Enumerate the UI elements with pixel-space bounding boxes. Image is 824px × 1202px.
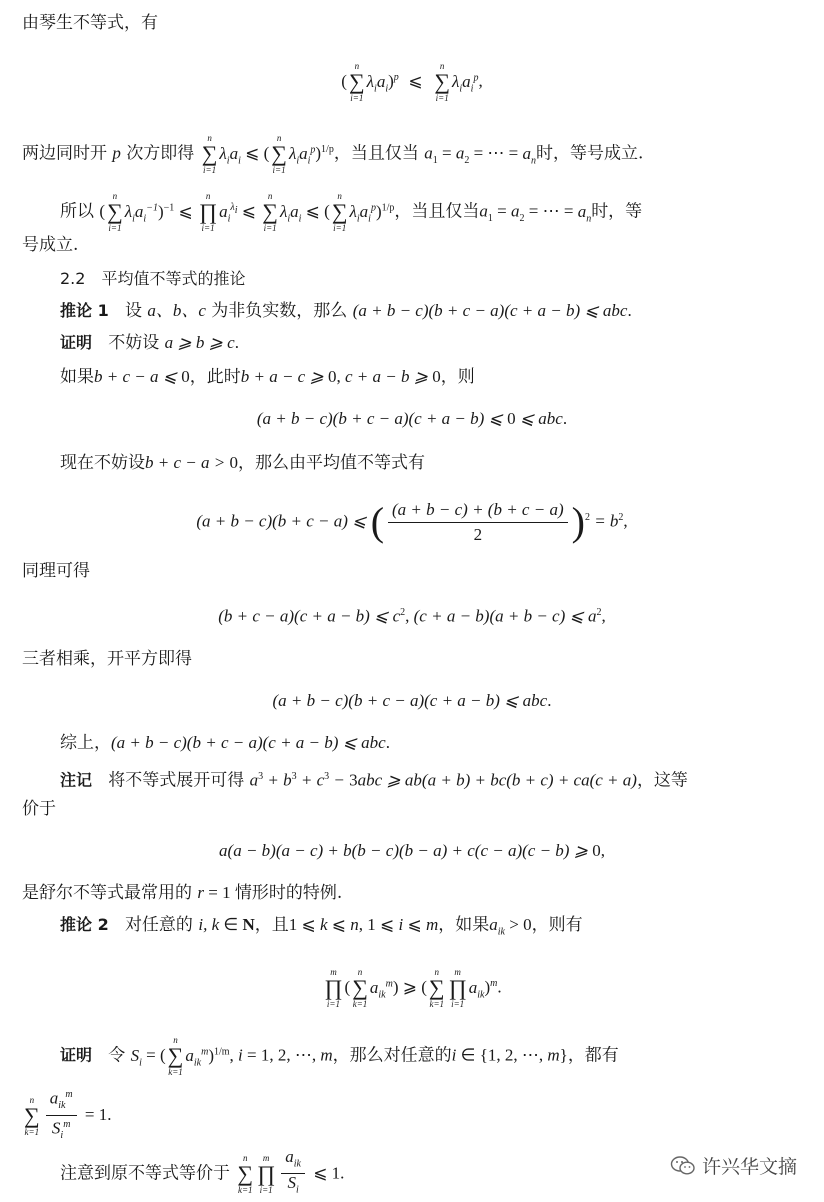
paragraph-now: 现在不妨设b + c − a > 0，那么由平均值不等式有 (60, 453, 425, 473)
text-chain-2: ，当且仅当 (394, 201, 480, 222)
paragraph-chain-cont (22, 232, 78, 258)
proof-1: 证明 不妨设 a ⩾ b ⩾ c. (60, 333, 239, 353)
proof-2-label: 证明 (60, 1045, 93, 1065)
corollary-2-label: 推论 2 (60, 915, 109, 934)
text-chain-4: 号成立. (22, 235, 79, 255)
paragraph-three (22, 646, 192, 672)
paragraph-if: 如果b + c − a ⩽ 0，此时b + a − c ⩾ 0, c + a − b ⩾ 0，则 (60, 367, 475, 387)
paragraph-final: 注意到原不等式等价于 n ∑ k=1 m ∏ i=1 $\frac{a_{ik}}{S_i}$ ⩽ 1. (60, 1147, 345, 1196)
equation-proof2: n ∑ k=1 $\frac{a_{ik}^m}{S_i^m}$ = 1. (22, 1086, 111, 1145)
proof-2-text-3: ，都有 (567, 1045, 619, 1066)
text-root-3: ，当且仅当 (333, 143, 419, 164)
paragraph-similar (22, 558, 90, 584)
paragraph-chain: 所以 ( n ∑ i=1 $\lambda_ia_i^{-1})^{-1}$ ⩽ n ∏ i=1 $a_i^{\lambda_i}$ ⩽ n ∑ i=1 $\lambda_ia_i$ ⩽ ( n ∑ i=1 $\lambda_ia_i^p)^{1/p}$，当且仅当$a_1 = a_2$ = ⋯ = $a_n$时，等 (60, 191, 643, 234)
wechat-icon (670, 1155, 696, 1177)
equation-schur: a(a − b)(a − c) + b(b − c)(b − a) + c(c − a)(c − b) ⩾ 0, (219, 841, 605, 860)
text-schur-1: 是舒尔不等式最常用的 (22, 883, 192, 903)
note-text-1: 将不等式展开可得 (108, 770, 245, 791)
note-text-2: ，这等 (636, 770, 688, 791)
equation-amgm: (a + b − c)(b + c − a) ⩽ ( $\frac{(a + b - c) + (b + c - a)}{2}$ )$^2 = b^2$, (196, 499, 628, 545)
corollary-2-text-1: 对任意的 (124, 915, 193, 935)
proof-1-label: 证明 (60, 333, 93, 352)
text-root-1: 两边同时开 (22, 143, 107, 164)
note-cont (22, 796, 56, 822)
proof-2-text-2: ，那么对任意的 (332, 1045, 452, 1066)
equation-jensen: ( n ∑ i=1 $\lambda_ia_i)^p$ ⩽ n ∑ i=1 $\lambda_ia_i^p$, (341, 61, 483, 104)
watermark-text: 许兴华文摘 (702, 1156, 798, 1178)
proof-1-text: 不妨设 (108, 333, 160, 353)
text-similar: 同理可得 (22, 561, 90, 581)
text-root-4: 时，等号成立. (536, 143, 644, 164)
text-final: 注意到原不等式等价于 (60, 1163, 230, 1184)
corollary-1-label: 推论 1 (60, 301, 109, 320)
corollary-2-text-3: ，如果 (438, 915, 490, 935)
section-heading (60, 266, 245, 292)
equation-similar: (b + c − a)(c + a − b) ⩽ $c^2$, (c + a − b)(a + b − c) ⩽ $a^2$, (218, 606, 606, 626)
text-summary: 综上， (60, 733, 111, 753)
section-title: 2.2 平均值不等式的推论 (60, 269, 246, 288)
paragraph-jensen (22, 10, 158, 36)
corollary-1: 推论 1 设 a、b、c 为非负实数，那么 (a + b − c)(b + c − a)(c + a − b) ⩽ abc. (60, 301, 632, 321)
text-now-1: 现在不妨设 (60, 453, 145, 473)
paragraph-schur: 是舒尔不等式最常用的 r = 1 情形时的特例. (22, 883, 343, 903)
equation-case1: (a + b − c)(b + c − a)(c + a − b) ⩽ 0 ⩽ abc. (256, 409, 568, 428)
text-if-3: ，则 (440, 367, 475, 387)
text-now-2: ，那么由平均值不等式有 (237, 453, 425, 473)
watermark (670, 1152, 797, 1179)
text-if-1: 如果 (60, 367, 94, 387)
note-label: 注记 (60, 770, 93, 790)
equation-product: (a + b − c)(b + c − a)(c + a − b) ⩽ abc. (272, 691, 552, 710)
corollary-1-vars: a、b、c (147, 301, 206, 320)
var-p: p (112, 143, 121, 163)
text-jensen: 由琴生不等式，有 (22, 13, 158, 33)
corollary-2-text-2: ，且 (254, 915, 289, 935)
corollary-1-text-1: 设 (124, 301, 142, 321)
corollary-2: 推论 2 对任意的 i, k ∈ N，且1 ⩽ k ⩽ n, 1 ⩽ i ⩽ m，如果$a_{ik} > 0$，则有 (60, 915, 583, 938)
text-root-2: 次方即得 (126, 143, 195, 164)
text-schur-2: 情形时的特例. (234, 883, 343, 903)
text-chain-3: 时，等 (591, 201, 643, 222)
note: 注记 将不等式展开可得 $a^3 + b^3 + c^3 - 3abc$ ⩾ ab(a + b) + bc(b + c) + ca(c + a)，这等 (60, 770, 688, 791)
corollary-1-text-2: 为非负实数，那么 (211, 301, 348, 321)
paragraph-summary: 综上，(a + b − c)(b + c − a)(c + a − b) ⩽ abc. (60, 733, 390, 753)
proof-2-text-1: 令 (108, 1045, 126, 1066)
text-three: 三者相乘，开平方即得 (22, 649, 192, 669)
proof-2: 证明 令 $S_i$ = ( n ∑ k=1 $a_{ik}^m)^{1/m}$, i = 1, 2, ⋯, m，那么对任意的i ∈ {1, 2, ⋯, m}，都有 (60, 1035, 619, 1078)
equation-cor2: m ∏ i=1 ( n ∑ k=1 $a_{ik}^m$) ⩾ ( n ∑ k=1 m ∏ i=1 $a_{ik})^m$. (324, 967, 502, 1010)
text-chain-1: 所以 (60, 201, 94, 222)
corollary-2-text-4: ，则有 (531, 915, 583, 935)
text-if-2: ，此时 (189, 367, 241, 387)
note-text-3: 价于 (22, 799, 56, 819)
paragraph-root: 两边同时开 p 次方即得 n ∑ i=1 $\lambda_ia_i$ ⩽ ( n ∑ i=1 $\lambda_ia_i^p)^{1/p}$，当且仅当 $a_1 = a_2$ = ⋯ = $a_n$时，等号成立. (22, 133, 644, 176)
